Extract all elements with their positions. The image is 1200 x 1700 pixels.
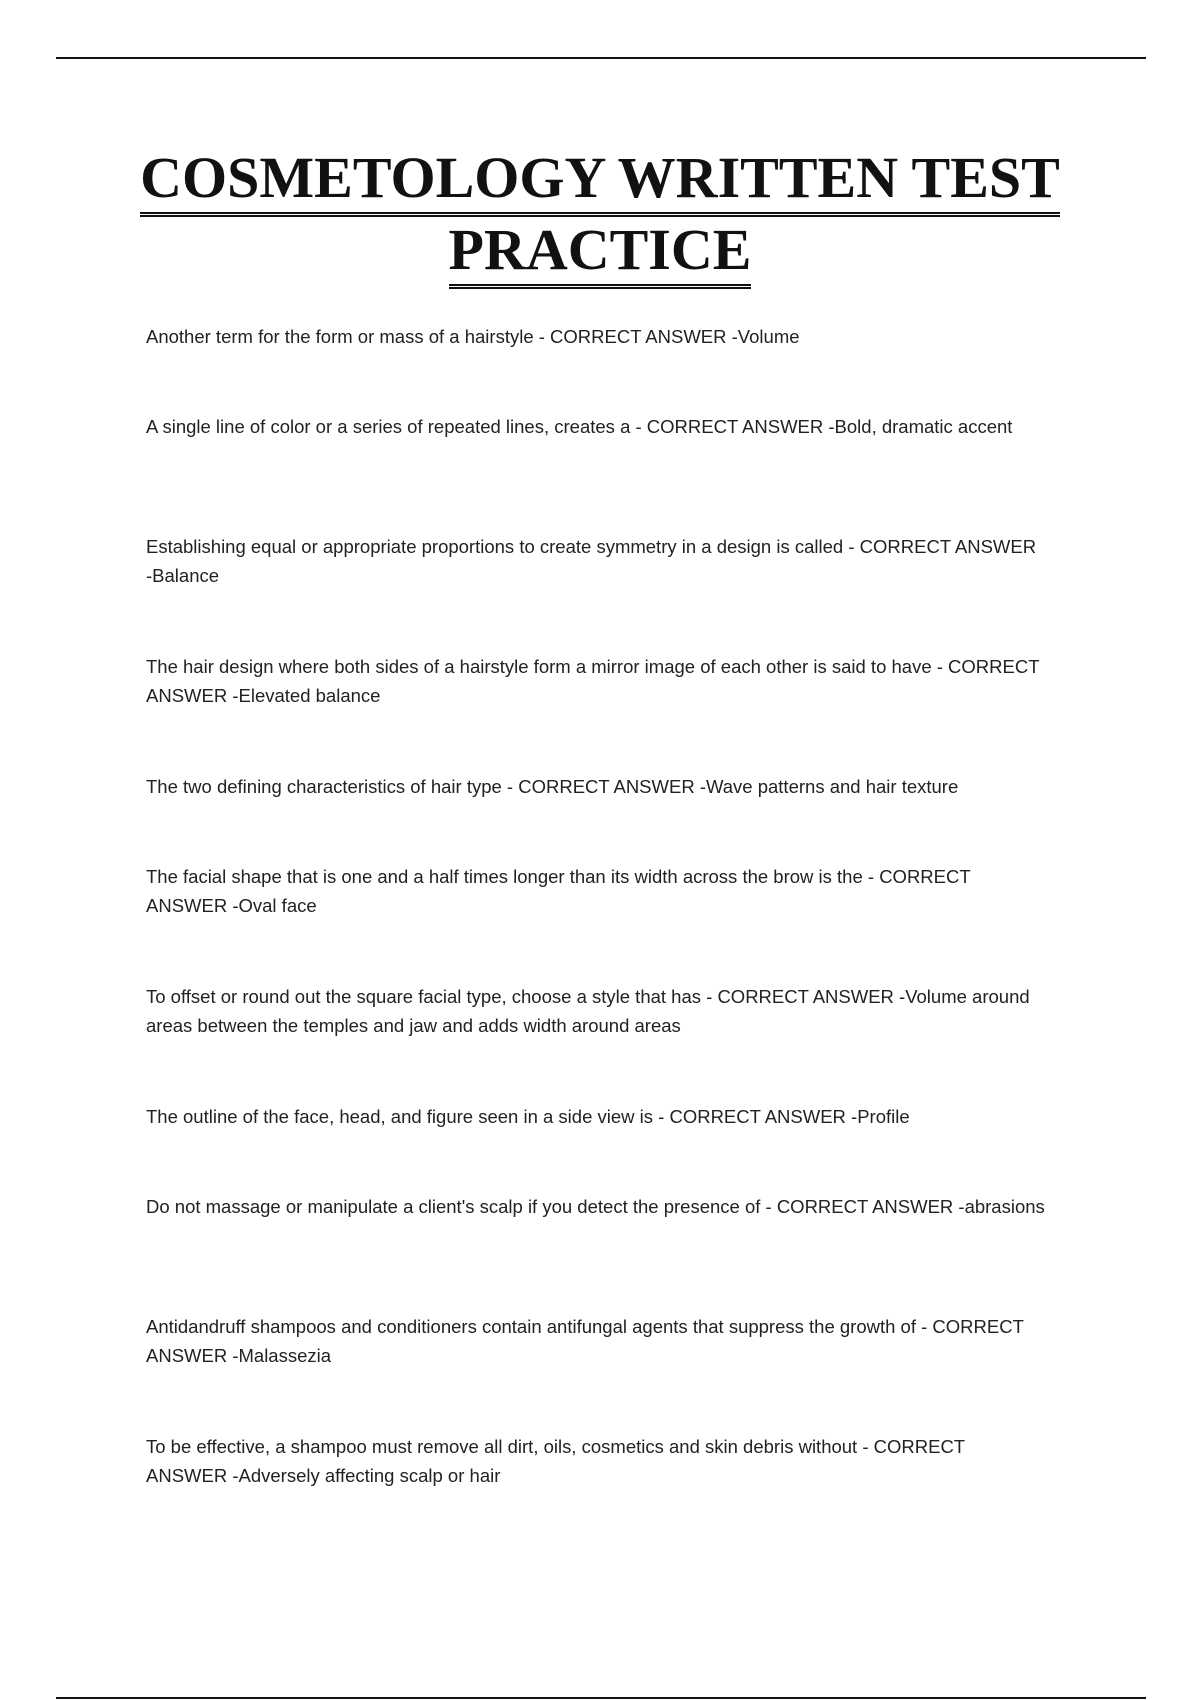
list-item: Establishing equal or appropriate proportions to create symmetry in a design is called - CORRECT ANSWER -Balance	[146, 536, 1037, 586]
list-item: The hair design where both sides of a hairstyle form a mirror image of each other is said to have - CORRECT ANSWER -Elevated balance	[146, 656, 1040, 706]
list-item: Another term for the form or mass of a hairstyle - CORRECT ANSWER -Volume	[146, 326, 800, 347]
list-item: The outline of the face, head, and figure seen in a side view is - CORRECT ANSWER -Profile	[146, 1106, 910, 1127]
list-item: Antidandruff shampoos and conditioners contain antifungal agents that suppress the growth of - CORRECT ANSWER -Malassezia	[146, 1316, 1024, 1366]
title-line-2: PRACTICE	[449, 217, 752, 289]
list-item: The facial shape that is one and a half times longer than its width across the brow is the - CORRECT ANSWER -Oval face	[146, 866, 971, 916]
list-item: To offset or round out the square facial type, choose a style that has - CORRECT ANSWER -Volume around areas between the temples and jaw and adds width around areas	[146, 986, 1030, 1036]
page-title	[100, 145, 1100, 289]
list-item: Do not massage or manipulate a client's scalp if you detect the presence of - CORRECT ANSWER -abrasions	[146, 1196, 1045, 1217]
bottom-rule	[56, 1697, 1146, 1699]
list-item: To be effective, a shampoo must remove all dirt, oils, cosmetics and skin debris without - CORRECT ANSWER -Adversely affecting scalp or hair	[146, 1436, 965, 1486]
title-line-1: COSMETOLOGY WRITTEN TEST	[140, 145, 1060, 217]
list-item: The two defining characteristics of hair type - CORRECT ANSWER -Wave patterns and hair texture	[146, 776, 959, 797]
top-rule	[56, 57, 1146, 59]
list-item: A single line of color or a series of repeated lines, creates a - CORRECT ANSWER -Bold, dramatic accent	[146, 416, 1013, 437]
